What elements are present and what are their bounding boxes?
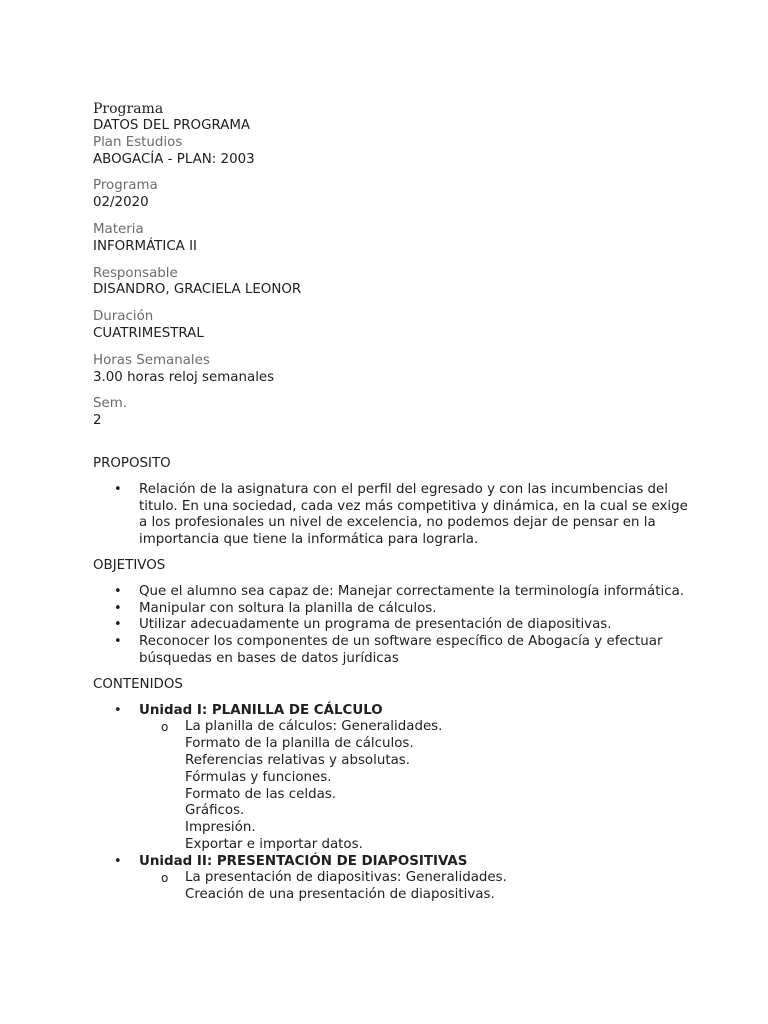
fields-list bbox=[93, 135, 693, 430]
field-label: Programa bbox=[93, 178, 158, 194]
unit-title: Unidad I: PLANILLA DE CÁLCULO bbox=[139, 702, 383, 718]
bullet-icon: • bbox=[114, 702, 122, 718]
sub-item-line: Formato de las celdas. bbox=[185, 786, 337, 802]
unit-contents bbox=[93, 719, 693, 853]
document-content bbox=[93, 100, 693, 913]
field-value: 3.00 horas reloj semanales bbox=[93, 369, 275, 385]
spacer bbox=[93, 440, 693, 456]
proposito-list bbox=[93, 482, 693, 549]
field-programa bbox=[93, 178, 693, 212]
doc-title: Programa bbox=[93, 101, 164, 117]
unit-sub-list bbox=[139, 870, 693, 904]
sub-item-line: Gráficos. bbox=[185, 803, 245, 819]
list-item-text: Manipular con soltura la planilla de cálculos. bbox=[139, 600, 437, 616]
list-item bbox=[93, 601, 693, 618]
bullet-icon: • bbox=[114, 481, 122, 497]
list-item bbox=[93, 617, 693, 634]
field-label: Responsable bbox=[93, 265, 178, 281]
circle-bullet-icon: o bbox=[161, 871, 169, 886]
bullet-icon: • bbox=[114, 634, 122, 650]
sub-list-item bbox=[139, 719, 693, 853]
list-item bbox=[93, 634, 693, 668]
contenidos-list bbox=[93, 703, 693, 905]
list-item-text: Que el alumno sea capaz de: Manejar correctamente la terminología informática. bbox=[139, 583, 685, 599]
list-item bbox=[93, 584, 693, 601]
field-materia bbox=[93, 222, 693, 256]
sub-list-item bbox=[139, 870, 693, 904]
sub-item-line: Formato de la planilla de cálculos. bbox=[185, 736, 414, 752]
sub-item-line: Fórmulas y funciones. bbox=[185, 769, 332, 785]
unit-contents bbox=[93, 870, 693, 904]
section-title-datos: DATOS DEL PROGRAMA bbox=[93, 118, 251, 133]
bullet-icon: • bbox=[114, 600, 122, 616]
section-title-proposito: PROPOSITO bbox=[93, 455, 171, 471]
sub-item-line: La presentación de diapositivas: Generalidades. bbox=[185, 870, 507, 886]
field-value: CUATRIMESTRAL bbox=[93, 325, 204, 341]
section-title-objetivos: OBJETIVOS bbox=[93, 557, 166, 573]
field-value: 02/2020 bbox=[93, 195, 149, 211]
list-item-text: Reconocer los componentes de un software específico de Abogacía y efectuar búsquedas en bases de datos jurídicas bbox=[139, 634, 663, 666]
field-value: DISANDRO, GRACIELA LEONOR bbox=[93, 282, 302, 298]
sub-item-line: Impresión. bbox=[185, 820, 256, 836]
objetivos-list bbox=[93, 584, 693, 668]
unit-sub-list bbox=[139, 719, 693, 853]
bullet-icon: • bbox=[114, 583, 122, 599]
bullet-icon: • bbox=[114, 617, 122, 633]
sub-item-line: Creación de una presentación de diapositivas. bbox=[185, 887, 495, 903]
field-label: Plan Estudios bbox=[93, 134, 183, 150]
unit-item bbox=[93, 854, 693, 871]
list-item-text: Utilizar adecuadamente un programa de presentación de diapositivas. bbox=[139, 617, 612, 633]
field-value: 2 bbox=[93, 413, 102, 429]
field-duracion bbox=[93, 309, 693, 343]
field-plan-estudios bbox=[93, 135, 693, 169]
field-value: INFORMÁTICA II bbox=[93, 238, 197, 254]
bullet-icon: • bbox=[114, 853, 122, 869]
sub-item-line: La planilla de cálculos: Generalidades. bbox=[185, 719, 443, 735]
field-label: Sem. bbox=[93, 396, 128, 412]
circle-bullet-icon: o bbox=[161, 720, 169, 735]
list-item-text: Relación de la asignatura con el perfil del egresado y con las incumbencias del titulo. En una sociedad, cada vez más competitiva y dinámica, en la cual se exige a los profesionales un nivel de excelencia, no podemos dejar de pensar en la importancia que tiene la informática para lograrla. bbox=[139, 481, 688, 548]
section-title-contenidos: CONTENIDOS bbox=[93, 676, 183, 692]
field-label: Duración bbox=[93, 309, 154, 325]
sub-item-line: Exportar e importar datos. bbox=[185, 836, 363, 852]
field-label: Horas Semanales bbox=[93, 352, 210, 368]
list-item bbox=[93, 482, 693, 549]
field-label: Materia bbox=[93, 221, 144, 237]
field-responsable bbox=[93, 266, 693, 300]
field-sem bbox=[93, 396, 693, 430]
unit-item bbox=[93, 703, 693, 720]
sub-item-line: Referencias relativas y absolutas. bbox=[185, 752, 411, 768]
unit-title: Unidad II: PRESENTACIÓN DE DIAPOSITIVAS bbox=[139, 853, 468, 869]
field-horas-semanales bbox=[93, 353, 693, 387]
field-value: ABOGACÍA - PLAN: 2003 bbox=[93, 151, 255, 167]
